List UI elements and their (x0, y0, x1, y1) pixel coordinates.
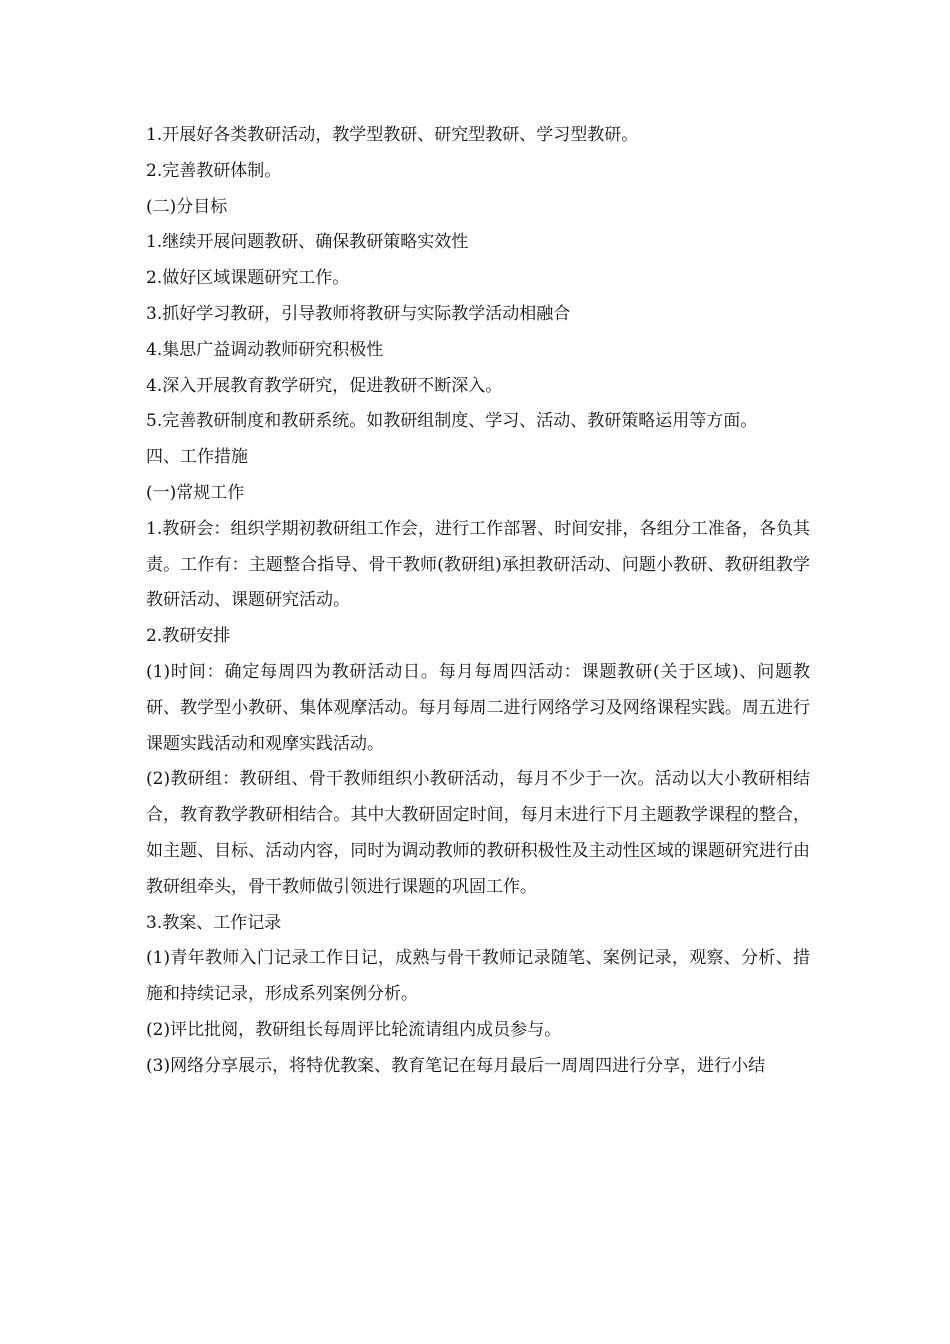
paragraph: 4.集思广益调动教师研究积极性 (146, 339, 384, 360)
paragraph: (2)评比批阅，教研组长每周评比轮流请组内成员参与。 (146, 1019, 562, 1040)
paragraph: 1.继续开展问题教研、确保教研策略实效性 (146, 232, 469, 253)
section-heading: 四、工作措施 (146, 447, 248, 468)
paragraph: 3.教案、工作记录 (146, 912, 282, 933)
paragraph: 3.抓好学习教研，引导教师将教研与实际教学活动相融合 (146, 303, 571, 324)
paragraph: (1)时间：确定每周四为教研活动日。每月每周四活动：课题教研(关于区域)、问题教研、教学型小教研、集体观摩活动。每月每周二进行网络学习及网络课程实践。周五进行课题实践活动和观摩实践活动。 (146, 661, 810, 754)
paragraph: (1)青年教师入门记录工作日记，成熟与骨干教师记录随笔、案例记录，观察、分析、措施和持续记录，形成系列案例分析。 (146, 948, 810, 1005)
paragraph: 2.教研安排 (146, 626, 231, 647)
paragraph: 2.完善教研体制。 (146, 160, 282, 181)
paragraph: 2.做好区域课题研究工作。 (146, 268, 350, 289)
paragraph: (2)教研组：教研组、骨干教师组织小教研活动，每月不少于一次。活动以大小教研相结合，教育教学教研相结合。其中大教研固定时间，每月末进行下月主题教学课程的整合，如主题、目标、活动内容，同时为调动教师的教研积极性及主动性区域的课题研究进行由教研组牵头，骨干教师做引领进行课题的巩固工作。 (146, 769, 810, 897)
paragraph: 5.完善教研制度和教研系统。如教研组制度、学习、活动、教研策略运用等方面。 (146, 411, 758, 432)
section-heading: (二)分目标 (146, 196, 228, 217)
paragraph: 1.开展好各类教研活动，教学型教研、研究型教研、学习型教研。 (146, 125, 639, 145)
section-heading: (一)常规工作 (146, 482, 245, 503)
paragraph: 1.教研会：组织学期初教研组工作会，进行工作部署、时间安排，各组分工准备，各负其责。工作有：主题整合指导、骨干教师(教研组)承担教研活动、问题小教研、教研组教学教研活动、课题研究活动。 (146, 518, 810, 611)
paragraph: 4.深入开展教育教学研究，促进教研不断深入。 (146, 375, 503, 396)
paragraph: (3)网络分享展示，将特优教案、教育笔记在每月最后一周周四进行分享，进行小结 (146, 1055, 766, 1076)
document-body (146, 118, 810, 1085)
